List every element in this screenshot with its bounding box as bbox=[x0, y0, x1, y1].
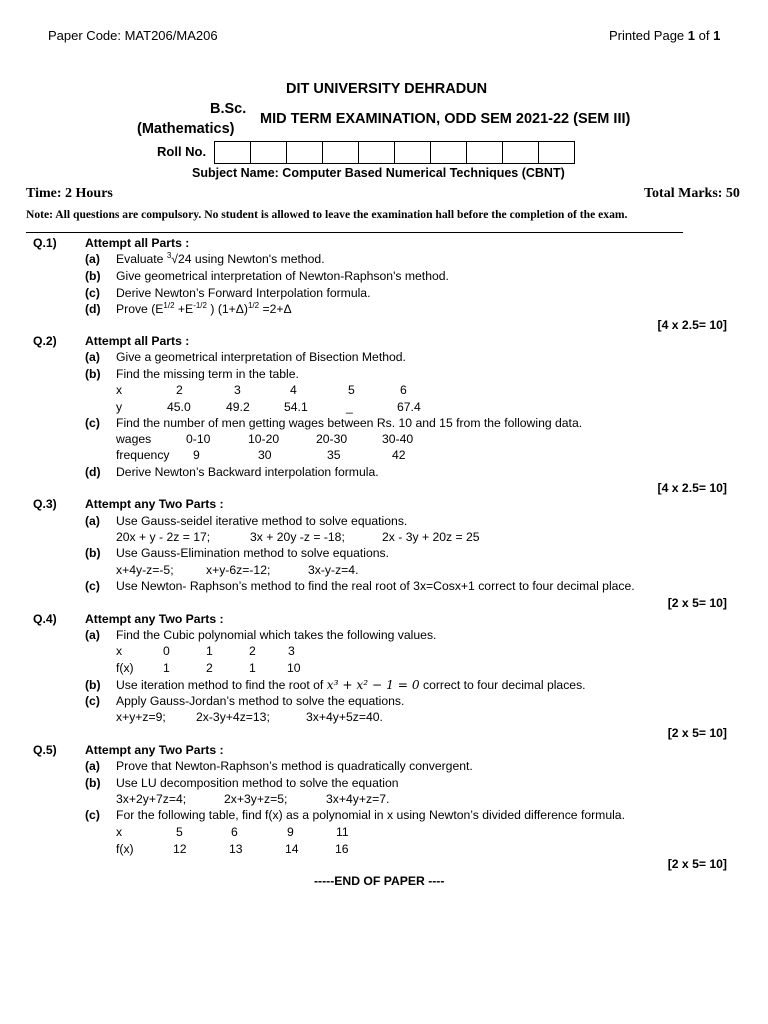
end-of-paper: -----END OF PAPER ---- bbox=[314, 874, 445, 888]
equation: x+y-6z=-12; bbox=[206, 563, 271, 577]
q4c-text: Apply Gauss-Jordan’s method to solve the equations. bbox=[116, 694, 405, 708]
q5c-text: For the following table, find f(x) as a polynomial in x using Newton’s divided difference formula. bbox=[116, 808, 625, 822]
equation: 2x-3y+4z=13; bbox=[196, 710, 270, 724]
q1d-t2: +E bbox=[174, 302, 194, 316]
equation: 2x+3y+z=5; bbox=[224, 792, 288, 806]
table-cell: x bbox=[116, 383, 123, 397]
equation: 3x-y-z=4. bbox=[308, 563, 359, 577]
table-cell: 54.1 bbox=[284, 400, 308, 414]
q5-marks: [2 x 5= 10] bbox=[667, 857, 727, 871]
printed-page bbox=[609, 28, 720, 43]
table-cell: 12 bbox=[173, 842, 187, 856]
q4b-pre: Use iteration method to find the root of bbox=[116, 678, 327, 692]
q4c-label: (c) bbox=[85, 694, 100, 708]
q1d-t3: ) (1+Δ) bbox=[206, 302, 248, 316]
q1a-text bbox=[116, 252, 325, 266]
q2a-text: Give a geometrical interpretation of Bisection Method. bbox=[116, 350, 406, 364]
table-cell: f(x) bbox=[116, 661, 134, 675]
roll-box bbox=[358, 141, 395, 164]
q1c-label: (c) bbox=[85, 286, 100, 300]
q1c-text: Derive Newton’s Forward Interpolation formula. bbox=[116, 286, 371, 300]
total-marks: Total Marks: 50 bbox=[644, 186, 740, 201]
table-cell: 5 bbox=[348, 383, 355, 397]
equation: x+4y-z=-5; bbox=[116, 563, 174, 577]
q5c-label: (c) bbox=[85, 808, 100, 822]
q1d-s2: -1/2 bbox=[193, 300, 207, 310]
q1a-pre: Evaluate bbox=[116, 252, 167, 266]
table-cell: 42 bbox=[392, 448, 406, 462]
q3a-text: Use Gauss-seidel iterative method to solve equations. bbox=[116, 514, 408, 528]
q5-number: Q.5) bbox=[33, 743, 57, 757]
table-cell: 16 bbox=[335, 842, 349, 856]
table-cell: 6 bbox=[231, 825, 238, 839]
table-cell: 30-40 bbox=[382, 432, 414, 446]
q1b-text: Give geometrical interpretation of Newton-Raphson's method. bbox=[116, 269, 449, 283]
q4-heading: Attempt any Two Parts : bbox=[85, 612, 224, 626]
table-cell: 1 bbox=[206, 644, 213, 658]
table-cell: 2 bbox=[206, 661, 213, 675]
table-cell: 0 bbox=[163, 644, 170, 658]
q2-heading: Attempt all Parts : bbox=[85, 334, 190, 348]
equation: x+y+z=9; bbox=[116, 710, 166, 724]
roll-box bbox=[394, 141, 431, 164]
q4a-label: (a) bbox=[85, 628, 100, 642]
q2d-text: Derive Newton’s Backward interpolation formula. bbox=[116, 465, 379, 479]
q3c-label: (c) bbox=[85, 579, 100, 593]
q5b-text: Use LU decomposition method to solve the equation bbox=[116, 776, 399, 790]
q5b-label: (b) bbox=[85, 776, 101, 790]
q4b-post: correct to four decimal places. bbox=[419, 678, 586, 692]
roll-box bbox=[538, 141, 575, 164]
roll-label: Roll No. bbox=[157, 144, 207, 159]
table-cell: 3 bbox=[288, 644, 295, 658]
equation: 20x + y - 2z = 17; bbox=[116, 530, 211, 544]
q1d-s1: 1/2 bbox=[163, 300, 175, 310]
table-cell: 13 bbox=[229, 842, 243, 856]
q3-marks: [2 x 5= 10] bbox=[667, 596, 727, 610]
q1d-text bbox=[116, 302, 292, 316]
exam-time: Time: 2 Hours bbox=[26, 186, 113, 201]
table-cell: 14 bbox=[285, 842, 299, 856]
table-cell: 11 bbox=[336, 825, 349, 839]
equation: 3x + 20y -z = -18; bbox=[250, 530, 345, 544]
q3b-text: Use Gauss-Elimination method to solve equations. bbox=[116, 546, 390, 560]
q1b-label: (b) bbox=[85, 269, 101, 283]
program-line2: (Mathematics) bbox=[137, 121, 235, 137]
roll-box bbox=[286, 141, 323, 164]
printed-page-of: of bbox=[695, 28, 714, 43]
q3-number: Q.3) bbox=[33, 497, 57, 511]
q1-heading: Attempt all Parts : bbox=[85, 236, 190, 250]
roll-number-boxes bbox=[215, 141, 575, 164]
q2a-label: (a) bbox=[85, 350, 100, 364]
table-cell: 9 bbox=[287, 825, 294, 839]
q1a-sup: 3 bbox=[166, 250, 172, 260]
table-cell: 67.4 bbox=[397, 400, 421, 414]
table-cell: f(x) bbox=[116, 842, 134, 856]
q1d-label: (d) bbox=[85, 302, 101, 316]
table-cell: frequency bbox=[116, 448, 170, 462]
equation: 3x+4y+5z=40. bbox=[306, 710, 383, 724]
table-cell: 35 bbox=[327, 448, 341, 462]
table-cell: 45.0 bbox=[167, 400, 191, 414]
table-cell: 30 bbox=[258, 448, 272, 462]
table-cell: 20-30 bbox=[316, 432, 348, 446]
exam-title: MID TERM EXAMINATION, ODD SEM 2021-22 (SEM III) bbox=[260, 111, 631, 127]
q5a-label: (a) bbox=[85, 759, 100, 773]
q2-marks: [4 x 2.5= 10] bbox=[657, 481, 727, 495]
table-cell: x bbox=[116, 825, 123, 839]
table-cell: 9 bbox=[193, 448, 200, 462]
q5-heading: Attempt any Two Parts : bbox=[85, 743, 224, 757]
equation: 3x+2y+7z=4; bbox=[116, 792, 187, 806]
subject-name: Subject Name: Computer Based Numerical Techniques (CBNT) bbox=[192, 166, 565, 180]
q4-number: Q.4) bbox=[33, 612, 57, 626]
table-cell: 5 bbox=[176, 825, 183, 839]
q2-number: Q.2) bbox=[33, 334, 57, 348]
q5a-text: Prove that Newton-Raphson’s method is quadratically convergent. bbox=[116, 759, 473, 773]
table-cell: 2 bbox=[249, 644, 256, 658]
table-cell: 1 bbox=[249, 661, 256, 675]
q4b-math: x³ + x² − 1 = 0 bbox=[326, 678, 420, 692]
table-cell: 10-20 bbox=[248, 432, 280, 446]
q1-marks: [4 x 2.5= 10] bbox=[657, 318, 727, 332]
q1d-t1: Prove (E bbox=[116, 302, 164, 316]
roll-box bbox=[502, 141, 539, 164]
table-cell: 6 bbox=[400, 383, 407, 397]
q1-number: Q.1) bbox=[33, 236, 57, 250]
table-cell: x bbox=[116, 644, 123, 658]
q3a-label: (a) bbox=[85, 514, 100, 528]
roll-box bbox=[214, 141, 251, 164]
q4-marks: [2 x 5= 10] bbox=[667, 726, 727, 740]
table-cell: 4 bbox=[290, 383, 297, 397]
table-cell: 10 bbox=[287, 661, 301, 675]
roll-box bbox=[466, 141, 503, 164]
table-cell: 49.2 bbox=[226, 400, 250, 414]
university-name: DIT UNIVERSITY DEHRADUN bbox=[286, 81, 488, 97]
table-cell: 1 bbox=[163, 661, 170, 675]
q1a-post: √24 using Newton's method. bbox=[171, 252, 325, 266]
table-cell: y bbox=[116, 400, 123, 414]
table-cell: 0-10 bbox=[186, 432, 211, 446]
printed-page-total: 1 bbox=[713, 28, 721, 43]
q4b-text bbox=[116, 678, 586, 692]
table-cell: 3 bbox=[234, 383, 241, 397]
program-line1: B.Sc. bbox=[210, 101, 247, 117]
exam-note: Note: All questions are compulsory. No student is allowed to leave the examination hall before the completion of the exam. bbox=[26, 208, 628, 221]
paper-code: Paper Code: MAT206/MA206 bbox=[48, 28, 218, 43]
q2b-text: Find the missing term in the table. bbox=[116, 367, 299, 381]
equation: 2x - 3y + 20z = 25 bbox=[382, 530, 480, 544]
q4b-label: (b) bbox=[85, 678, 101, 692]
q2b-label: (b) bbox=[85, 367, 101, 381]
q4a-text: Find the Cubic polynomial which takes the following values. bbox=[116, 628, 437, 642]
roll-box bbox=[322, 141, 359, 164]
q1d-t4: =2+Δ bbox=[259, 302, 292, 316]
roll-box bbox=[250, 141, 287, 164]
printed-page-num: 1 bbox=[687, 28, 696, 43]
q3-heading: Attempt any Two Parts : bbox=[85, 497, 224, 511]
q2c-text: Find the number of men getting wages between Rs. 10 and 15 from the following data. bbox=[116, 416, 583, 430]
table-cell: _ bbox=[346, 400, 353, 414]
q1d-s3: 1/2 bbox=[247, 300, 260, 310]
q2d-label: (d) bbox=[85, 465, 101, 479]
table-cell: wages bbox=[116, 432, 152, 446]
printed-page-label: Printed Page bbox=[609, 28, 688, 43]
table-cell: 2 bbox=[176, 383, 183, 397]
q2c-label: (c) bbox=[85, 416, 100, 430]
divider bbox=[26, 232, 683, 233]
equation: 3x+4y+z=7. bbox=[326, 792, 390, 806]
q3b-label: (b) bbox=[85, 546, 101, 560]
q1a-label: (a) bbox=[85, 252, 100, 266]
q3c-text: Use Newton- Raphson’s method to find the real root of 3x=Cosx+1 correct to four decimal place. bbox=[116, 579, 635, 593]
roll-box bbox=[430, 141, 467, 164]
